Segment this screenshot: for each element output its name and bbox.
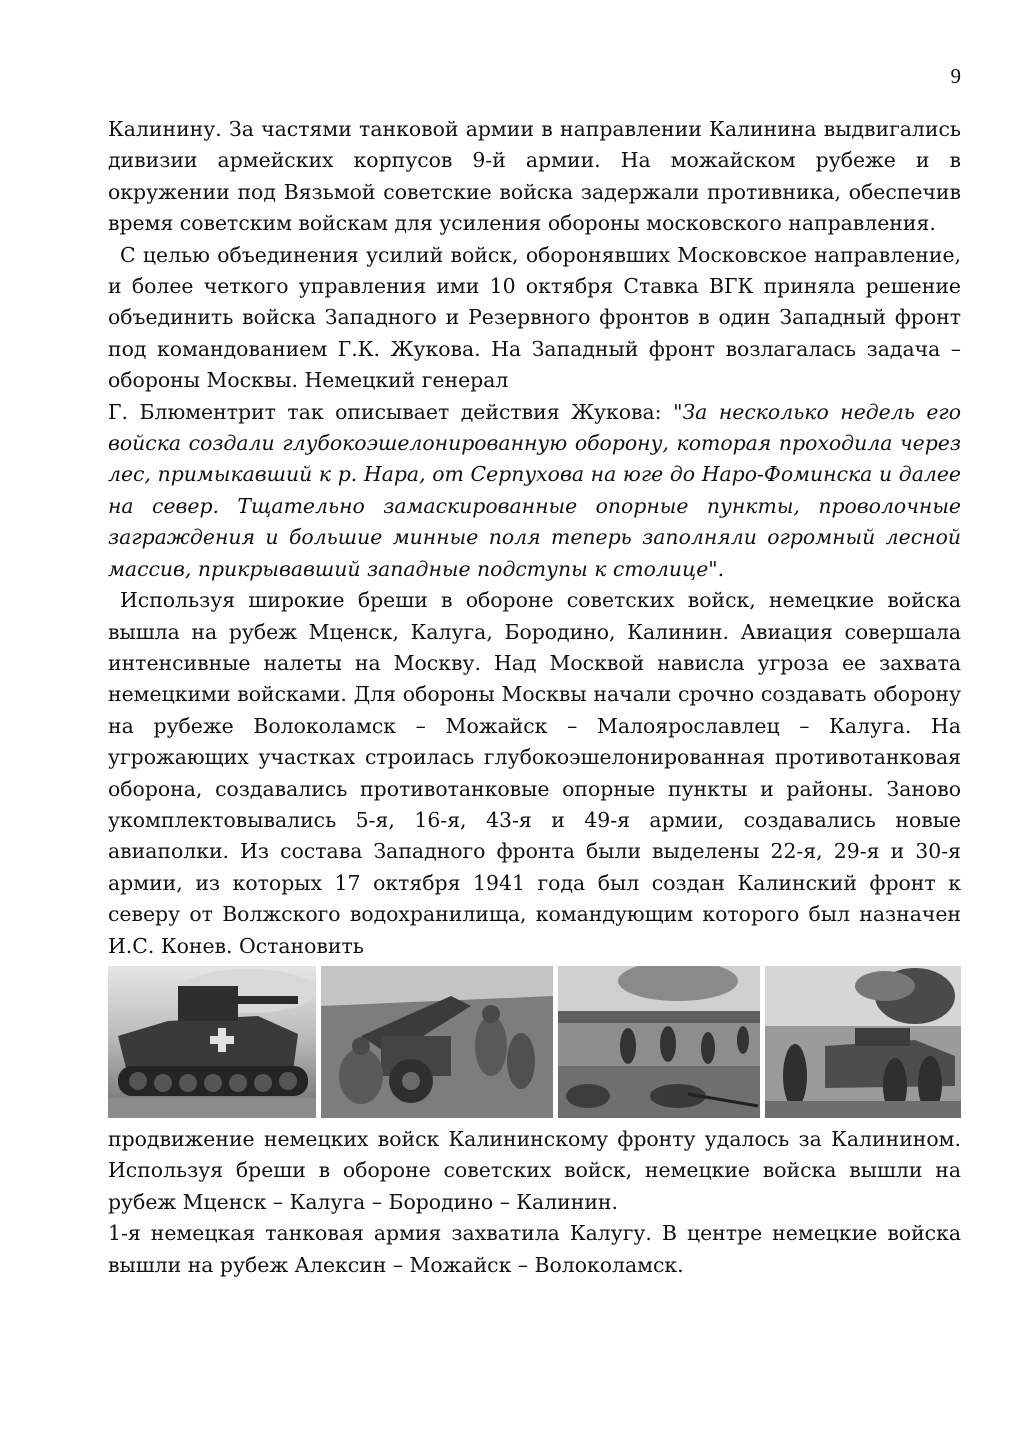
quote-intro: Г. Блюментрит так описывает действия Жукова: " <box>108 399 683 424</box>
paragraph-1: Калинину. За частями танковой армии в направлении Калинина выдвигались дивизии армейских корпусов 9-й армии. На можайском рубеже и в окружении под Вязьмой советские войска задержали противника, обеспечив время советским войскам для усиления обороны московского направления. <box>108 117 961 236</box>
paragraph-4: Используя широкие бреши в обороне советских войск, немецкие войска вышла на рубеж Мценск, Калуга, Бородино, Калинин. Авиация совершала интенсивные налеты на Москву. Над Москвой нависла угроза ее захвата немецкими войсками. Для обороны Москвы начали срочно создавать оборону на рубеже Волоколамск – Можайск – Малоярославлец – Калуга. На угрожающих участках строилась глубокоэшелонированная противотанковая оборона, создавались противотанковые опорные пункты и районы. Заново укомплектовывались 5-я, 16-я, 43-я и 49-я армии, создавались новые авиаполки. Из состава Западного фронта были выделены 22-я, 29-я и 30-я армии, из которых 17 октября 1941 года был создан Калинский фронт к северу от Волжского водохранилища, командующим которого был назначен И.С. Конев. Остановить <box>108 588 961 958</box>
paragraph-5: продвижение немецких войск Калининскому фронту удалось за Калинином. Используя бреши в обороне советских войск, немецкие войска вышли на рубеж Мценск – Калуга – Бородино – Калинин. <box>108 1126 961 1214</box>
infantry-field-photo <box>558 966 760 1118</box>
page-number: 9 <box>950 64 961 88</box>
paragraph-6: 1-я немецкая танковая армия захватила Калугу. В центре немецкие войска вышли на рубеж Алексин – Можайск – Волоколамск. <box>108 1221 961 1277</box>
photo-strip <box>108 966 961 1118</box>
quote-end: ". <box>708 556 725 581</box>
artillery-crew-photo <box>321 966 553 1118</box>
tanks-advance-photo <box>765 966 961 1118</box>
destroyed-tank-photo <box>108 966 316 1118</box>
document-body <box>108 114 961 1281</box>
paragraph-3-quote <box>108 397 961 585</box>
quote-text: За несколько недель его войска создали глубокоэшелонированную оборону, которая проходила через лес, примыкавший к р. Нара, от Серпухова на юге до Наро-Фоминска и далее на север. Тщательно замаскированные опорные пункты, проволочные заграждения и большие минные поля теперь заполняли огромный лесной массив, прикрывавший западные подступы к столице <box>108 399 962 581</box>
paragraph-2: С целью объединения усилий войск, оборонявших Московское направление, и более четкого управления ими 10 октября Ставка ВГК приняла решение объединить войска Западного и Резервного фронтов в один Западный фронт под командованием Г.К. Жукова. На Западный фронт возлагалась задача – обороны Москвы. Немецкий генерал <box>108 242 961 393</box>
